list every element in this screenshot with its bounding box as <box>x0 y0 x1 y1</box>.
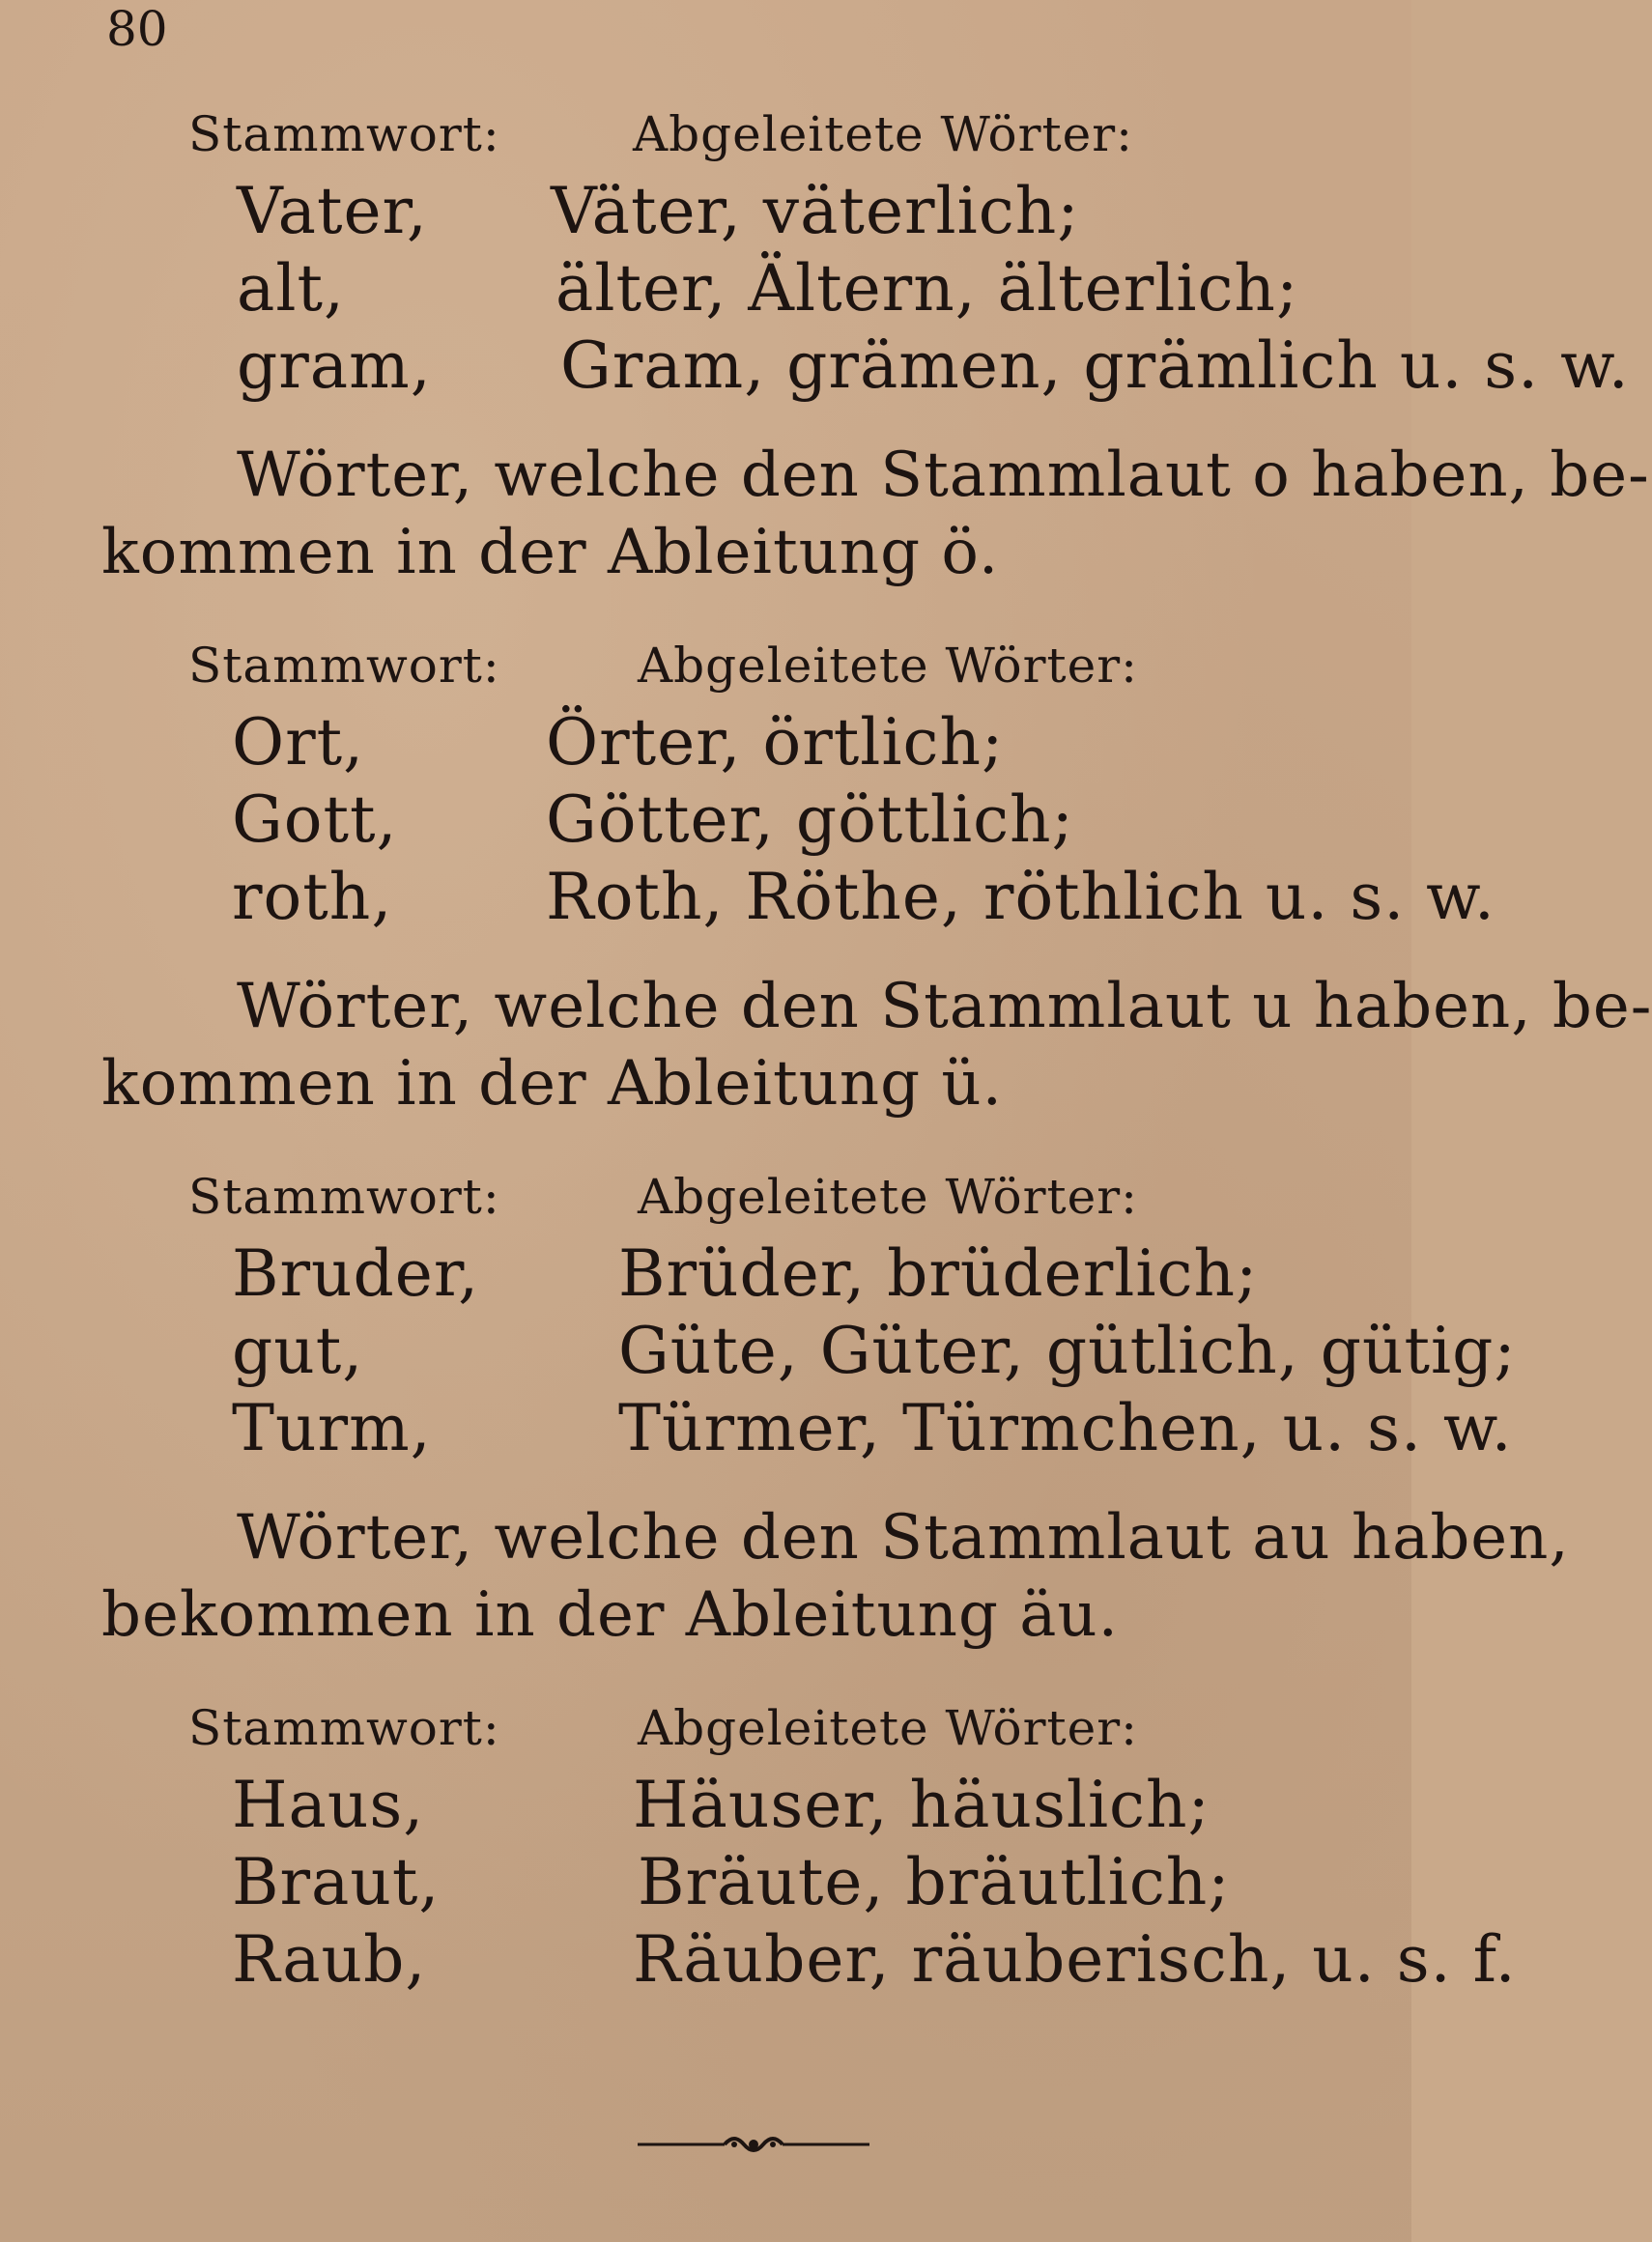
derived-words: älter, Ältern, älterlich; <box>555 251 1299 326</box>
stem-word: Haus, <box>232 1768 425 1842</box>
rule-paragraph-line: Wörter, welche den Stammlaut u haben, be- <box>237 971 1652 1042</box>
stem-word: Ort, <box>232 705 365 780</box>
stem-word: alt, <box>237 251 345 326</box>
derived-words: Bräute, bräutlich; <box>638 1845 1231 1919</box>
stem-word: Raub, <box>232 1922 427 1997</box>
stammwort-header: Stammwort: <box>188 638 500 694</box>
stem-word: gut, <box>232 1314 364 1388</box>
derived-words: Väter, väterlich; <box>551 174 1080 248</box>
abgeleitete-header: Abgeleitete Wörter: <box>633 106 1133 162</box>
derived-words: Örter, örtlich; <box>546 705 1005 780</box>
derived-words: Roth, Röthe, röthlich u. s. w. <box>546 860 1495 934</box>
stem-word: Vater, <box>237 174 428 248</box>
stem-word: Bruder, <box>232 1236 480 1311</box>
abgeleitete-header: Abgeleitete Wörter: <box>638 1169 1138 1225</box>
stammwort-header: Stammwort: <box>188 106 500 162</box>
derived-words: Türmer, Türmchen, u. s. w. <box>618 1391 1513 1465</box>
derived-words: Räuber, räuberisch, u. s. f. <box>633 1922 1517 1997</box>
derived-words: Häuser, häuslich; <box>633 1768 1211 1842</box>
derived-words: Gram, grämen, grämlich u. s. w. <box>560 328 1630 403</box>
stem-word: roth, <box>232 860 393 934</box>
abgeleitete-header: Abgeleitete Wörter: <box>638 1700 1138 1756</box>
rule-paragraph-line: kommen in der Ableitung ö. <box>101 517 1000 588</box>
stem-word: Gott, <box>232 782 398 857</box>
stammwort-header: Stammwort: <box>188 1169 500 1225</box>
derived-words: Brüder, brüderlich; <box>618 1236 1259 1311</box>
stem-word: gram, <box>237 328 432 403</box>
abgeleitete-header: Abgeleitete Wörter: <box>638 638 1138 694</box>
stem-word: Braut, <box>232 1845 441 1919</box>
derived-words: Götter, göttlich; <box>546 782 1074 857</box>
rule-paragraph-line: bekommen in der Ableitung äu. <box>101 1579 1119 1651</box>
tailpiece-ornament-icon <box>633 2125 874 2164</box>
rule-paragraph-line: Wörter, welche den Stammlaut o haben, be- <box>237 440 1650 511</box>
derived-words: Güte, Güter, gütlich, gütig; <box>618 1314 1517 1388</box>
page-number: 80 <box>106 1 168 57</box>
stem-word: Turm, <box>232 1391 432 1465</box>
rule-paragraph-line: Wörter, welche den Stammlaut au haben, <box>237 1502 1570 1574</box>
rule-paragraph-line: kommen in der Ableitung ü. <box>101 1048 1003 1120</box>
stammwort-header: Stammwort: <box>188 1700 500 1756</box>
